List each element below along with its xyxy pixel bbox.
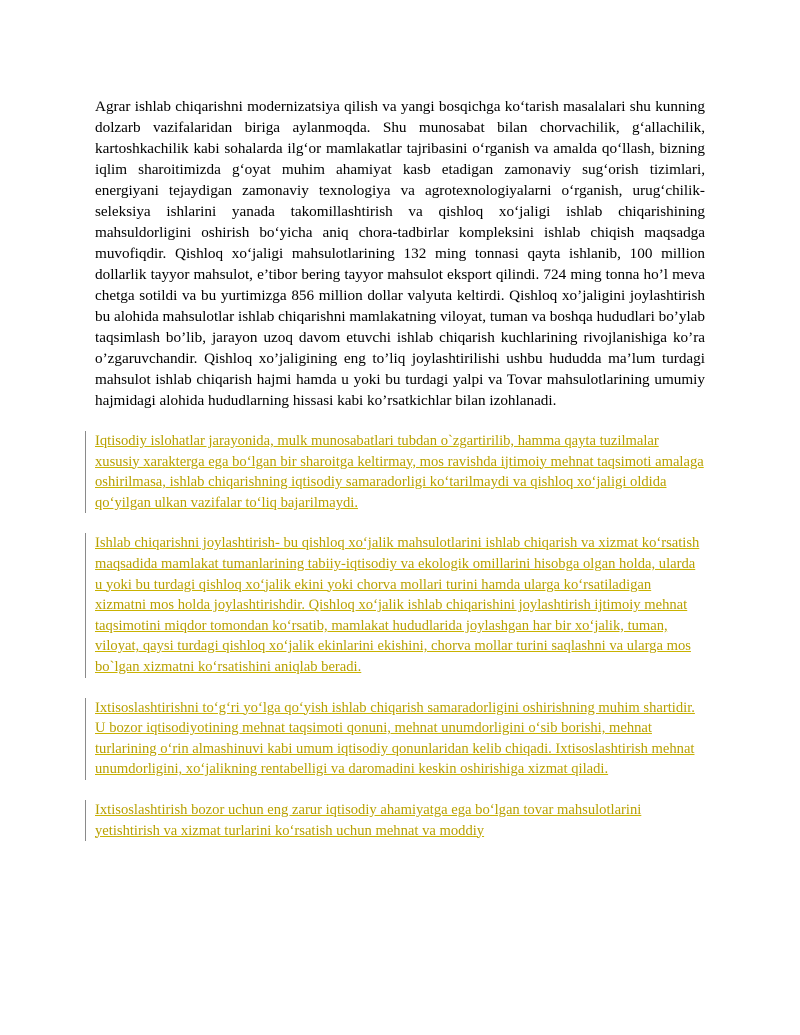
intro-paragraph: Agrar ishlab chiqarishni modernizatsiya qilish va yangi bosqichga ko‘tarish masalalari shu kunning dolzarb vazifalaridan biriga aylanmoqda. Shu munosabat bilan chorvachilik, g‘allachilik, kartoshkachilik kabi sohalarda ilg‘or mamlakatlar tajribasini o‘rganish va amalda qo‘llash, bizning iqlim sharoitimizda g‘oyat muhim ahamiyat kasb etadigan zamonaviy sug‘orish tizimlari, energiyani tejaydigan zamonaviy texnologiya va agrotexnologiyalarni o‘rganish, urug‘chilik-seleksiya ishlarini yanada takomillashtirish va qishloq xo‘jaligi ishlab chiqarishining mahsuldorligini oshirish bo‘yicha aniq chora-tadbirlar kompleksini ishlab chiqish maqsadga muvofiqdir. Qishloq xo‘jaligi mahsulotlarining 132 ming tonnasi qayta ishlanib, 100 million dollarlik tayyor mahsulot, e’tibor bering tayyor mahsulot eksport qilindi. 724 ming tonna ho’l meva chetga sotildi va bu yurtimizga 856 million dollar valyuta keltirdi. Qishloq xo’jaligini joylashtirish bu alohida mahsulotlar ishlab chiqarishni mamlakatning viloyat, tuman va boshqa hududlari bo’ylab taqsimlash bo’lib, jarayon uzoq davom etuvchi ishlab chiqarish kuchlarining rivojlanishiga ko’ra o’zgaruvchandir. Qishloq xo’jaligining eng to’liq joylashtirilishi ushbu hududda ma’lum turdagi mahsulot ishlab chiqarish hajmi hamda u yoki bu turdagi yalpi va Tovar mahsulotlarining umumiy hajmidagi alohida hududlarning hissasi kabi ko’rsatkichlar bilan izohlanadi. — [95, 98, 705, 409]
document-page — [95, 96, 705, 841]
tracked-paragraph-4: Ixtisoslashtirish bozor uchun eng zarur iqtisodiy ahamiyatga ega bo‘lgan tovar mahsulotlarini yetishtirish va xizmat turlarini ko‘rsatish uchun mehnat va moddiy — [95, 800, 705, 841]
tracked-paragraph-2: Ishlab chiqarishni joylashtirish- bu qishloq xo‘jalik mahsulotlarini ishlab chiqarish va xizmat ko‘rsatish maqsadida mamlakat tumanlarining tabiiy-iqtisodiy va ekologik omillarini hisobga olgan holda, ularda u yoki bu turdagi qishloq xo‘jalik ekini yoki chorva mollari turini hamda ularga ko‘rsatiladigan xizmatni mos holda joylashtirishdir. Qishloq xo‘jalik ishlab chiqarishini joylashtirish ijtimoiy mehnat taqsimotini miqdor tomondan ko‘rsatib, mamlakat hududlarida joylashgan har bir xo‘jalik, tuman, viloyat, qaysi turdagi qishloq xo‘jalik ekinlarini ekishini, chorva mollar turini saqlashni va ularga mos bo`lgan xizmatni ko‘rsatishini aniqlab beradi. — [95, 533, 705, 677]
tracked-paragraph-3: Ixtisoslashtirishni to‘g‘ri yo‘lga qo‘yish ishlab chiqarish samaradorligini oshirishning muhim shartidir. U bozor iqtisodiyotining mehnat taqsimoti qonuni, mehnat unumdorligini o‘sib borishi, mehnat turlarining o‘rin almashinuvi kabi umum iqtisodiy qonunlaridan kelib chiqadi. Ixtisoslashtirish mehnat unumdorligini, xo‘jalikning rentabelligi va daromadini keskin oshirishiga xizmat qiladi. — [95, 698, 705, 780]
tracked-paragraph-1: Iqtisodiy islohatlar jarayonida, mulk munosabatlari tubdan o`zgartirilib, hamma qayta tuzilmalar xususiy xarakterga ega bo‘lgan bir sharoitga keltirmay, mos ravishda ijtimoiy mehnat taqsimoti amalaga oshirilmasa, ishlab chiqarishning iqtisodiy samaradorligi ko‘tarilmaydi va qishloq xo‘jaligi oldida qo‘yilgan ulkan vazifalar to‘liq bajarilmaydi. — [95, 431, 705, 513]
